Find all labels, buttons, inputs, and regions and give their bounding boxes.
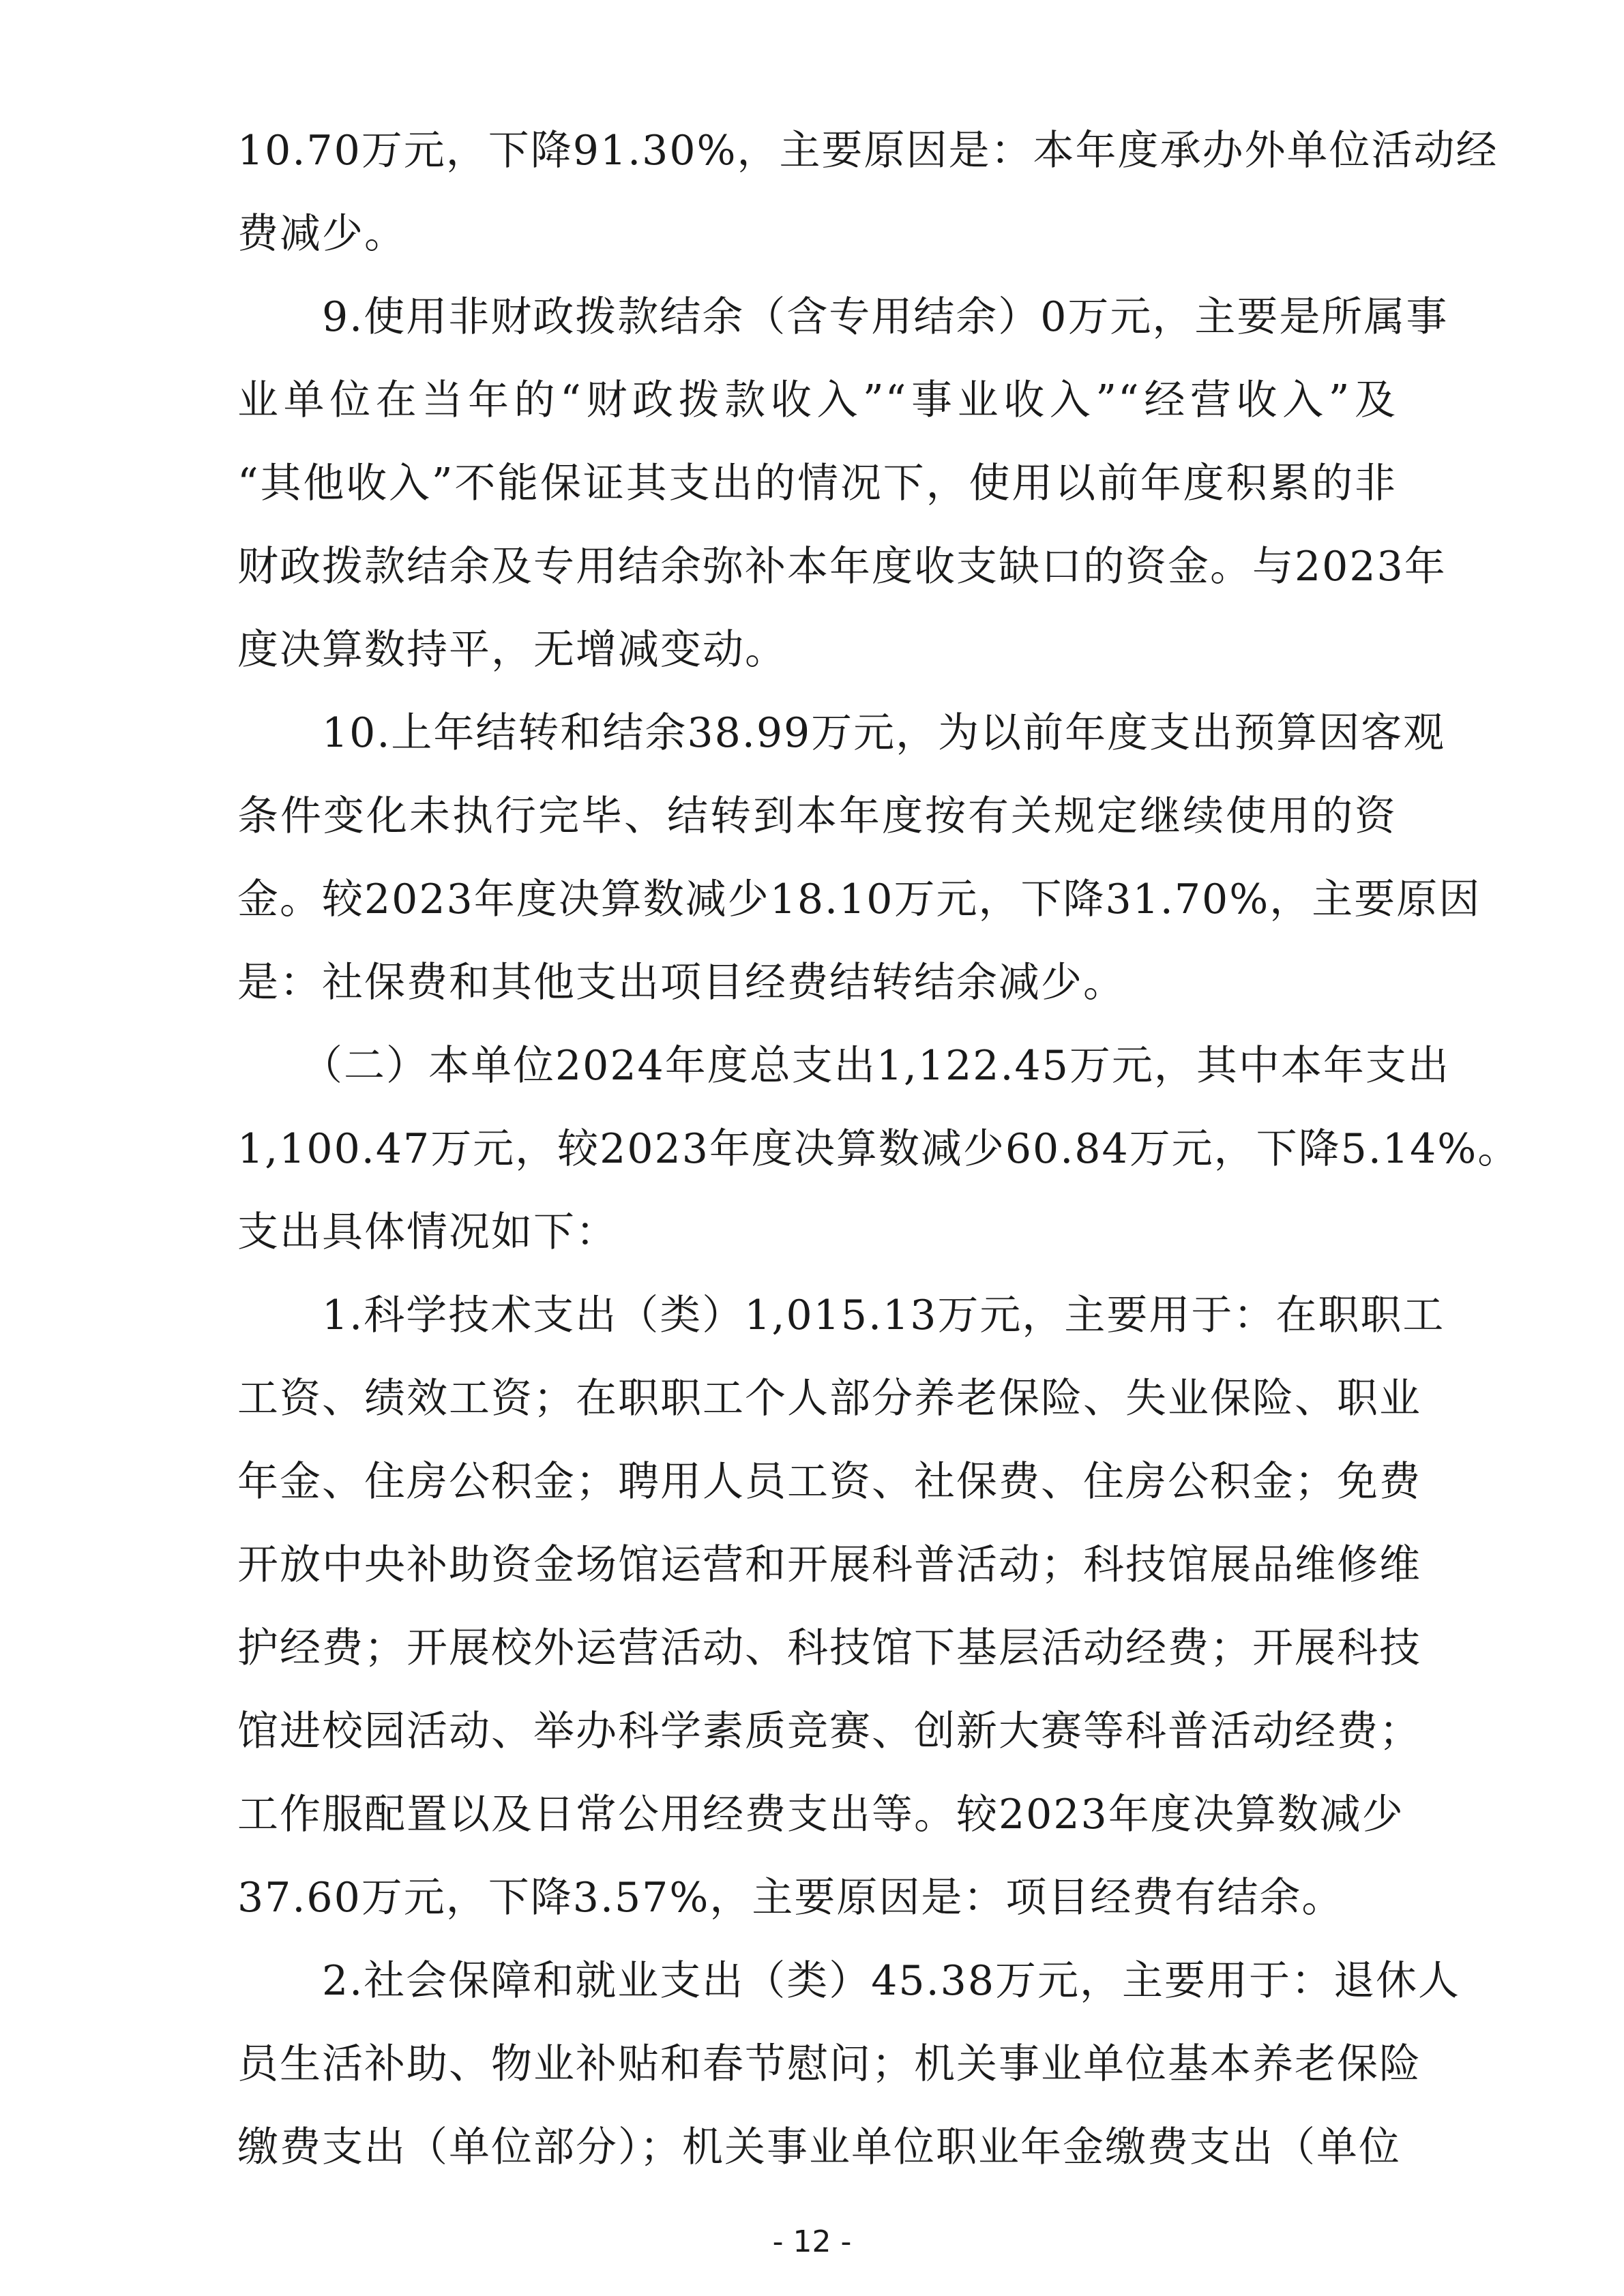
text-line: 是：社保费和其他支出项目经费结转结余减少。	[237, 959, 1125, 1007]
text-line: （二）本单位2024年度总支出1,122.45万元，其中本年支出	[237, 1042, 1450, 1090]
text-line: 员生活补助、物业补贴和春节慰问；机关事业单位基本养老保险	[237, 2040, 1421, 2088]
text-line: 10.上年结转和结余38.99万元，为以前年度支出预算因客观	[237, 709, 1446, 757]
text-line: 馆进校园活动、举办科学素质竞赛、创新大赛等科普活动经费；	[237, 1708, 1421, 1755]
text-line: 9.使用非财政拨款结余（含专用结余）0万元，主要是所属事	[237, 293, 1449, 341]
text-line: 2.社会保障和就业支出（类）45.38万元，主要用于：退休人	[237, 1957, 1461, 2005]
text-line: 10.70万元，下降91.30%，主要原因是：本年度承办外单位活动经	[237, 127, 1498, 175]
text-line: 度决算数持平，无增减变动。	[237, 626, 787, 674]
text-line: 开放中央补助资金场馆运营和开展科普活动；科技馆展品维修维	[237, 1541, 1421, 1589]
text-line: 1.科学技术支出（类）1,015.13万元，主要用于：在职职工	[237, 1292, 1445, 1339]
text-line: 工资、绩效工资；在职职工个人部分养老保险、失业保险、职业	[237, 1375, 1421, 1422]
text-line: 业单位在当年的“财政拨款收入”“事业收入”“经营收入”及	[237, 376, 1397, 424]
page-number: - 12 -	[772, 2224, 852, 2259]
text-line: 费减少。	[237, 210, 407, 258]
text-line: 37.60万元，下降3.57%，主要原因是：项目经费有结余。	[237, 1874, 1344, 1922]
text-line: 财政拨款结余及专用结余弥补本年度收支缺口的资金。与2023年	[237, 543, 1447, 591]
text-line: 年金、住房公积金；聘用人员工资、社保费、住房公积金；免费	[237, 1458, 1421, 1506]
text-line: 支出具体情况如下：	[237, 1208, 618, 1256]
text-line: “其他收入”不能保证其支出的情况下，使用以前年度积累的非	[237, 460, 1397, 507]
text-line: 金。较2023年度决算数减少18.10万元，下降31.70%，主要原因	[237, 876, 1481, 923]
document-body	[237, 109, 1520, 2189]
text-line: 缴费支出（单位部分）；机关事业单位职业年金缴费支出（单位	[237, 2123, 1401, 2171]
text-line: 护经费；开展校外运营活动、科技馆下基层活动经费；开展科技	[237, 1624, 1421, 1672]
text-line: 条件变化未执行完毕、结转到本年度按有关规定继续使用的资	[237, 792, 1397, 840]
text-line: 工作服配置以及日常公用经费支出等。较2023年度决算数减少	[237, 1791, 1404, 1838]
text-line: 1,100.47万元，较2023年度决算数减少60.84万元，下降5.14%。	[237, 1125, 1520, 1173]
